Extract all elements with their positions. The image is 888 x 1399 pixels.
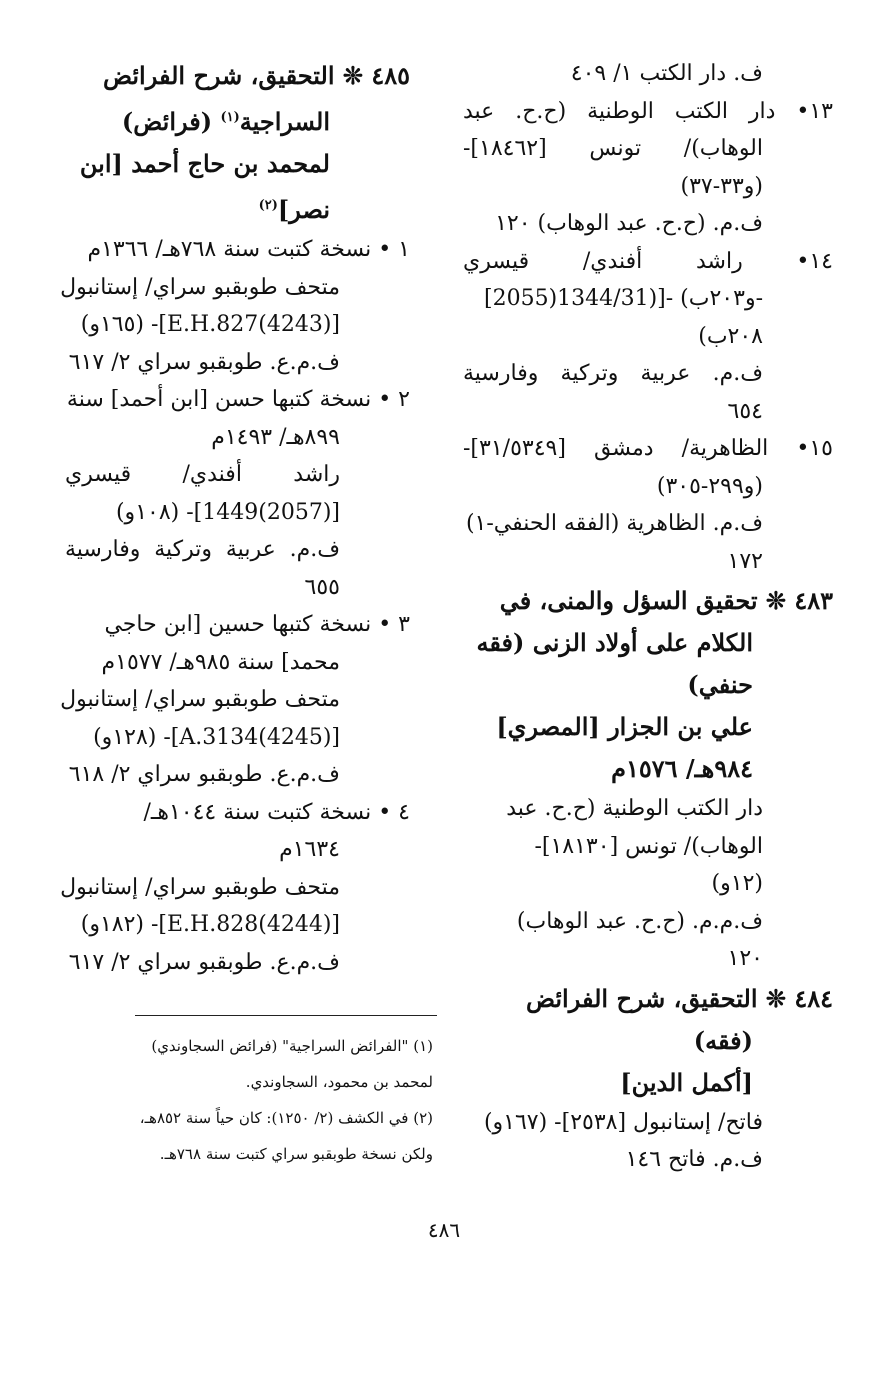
text-line: ٦٥٥	[304, 574, 340, 600]
footnotes	[103, 1028, 433, 1172]
entry-14: ١٤• راشد أفندي/ قيسري	[463, 248, 833, 274]
text-line: ٨٩٩هـ/ ١٤٩٣م	[211, 424, 340, 450]
entry-author-text: نصر]	[277, 195, 330, 224]
footnote-1: (١) "الفرائض السراجية" (فرائض السجاوندي)	[151, 1037, 433, 1055]
entry-subject: (فرائض)	[121, 107, 221, 136]
copy-2: ٢ • نسخة كتبها حسن [ابن أحمد] سنة	[66, 387, 410, 412]
footnote-divider	[135, 1015, 437, 1016]
copy-4: ٤ • نسخة كتبت سنة ١٠٤٤هـ/	[143, 799, 410, 825]
entry-heading-484: ٤٨٤ ❊ التحقيق، شرح الفرائض	[525, 983, 833, 1013]
text-line: (و٢٩٩-٣٠٥)	[656, 473, 763, 499]
text-line: [(4244)E.H.828]- (١٨٢و)	[80, 912, 340, 937]
entry-title: (فقه)	[693, 1025, 753, 1055]
text-line: ١٢٠	[727, 946, 763, 971]
footnote-2-cont: ولكن نسخة طوبقبو سراي كتبت سنة ٧٦٨هـ.	[159, 1145, 433, 1163]
entry-title: حنفي)	[687, 670, 753, 699]
text-line: متحف طوبقبو سراي/ إستانبول	[60, 687, 340, 712]
text-line: ٢٠٨ب)	[698, 323, 763, 349]
text-line: ف.م.ع. طوبقبو سراي ٢/ ٦١٨	[68, 762, 340, 787]
footnote-ref: (١)	[220, 110, 240, 125]
page-number: ٤٨٦	[427, 1218, 461, 1242]
text-line: محمد] سنة ٩٨٥هـ/ ١٥٧٧م	[101, 649, 340, 675]
entry-author: [أكمل الدين]	[620, 1067, 753, 1097]
text-line: راشد أفندي/ قيسري	[65, 462, 340, 487]
text-line: [(2057)1449]- (١٠٨و)	[115, 499, 340, 525]
entry-13: ١٣• دار الكتب الوطنية (ح.ح. عبد	[463, 98, 833, 124]
entry-author	[65, 185, 410, 231]
text-line: ١٦٣٤م	[279, 837, 340, 862]
entry-author: علي بن الجزار [المصري]	[496, 712, 753, 741]
entry-date: ٩٨٤هـ/ ١٥٧٦م	[611, 754, 753, 783]
entry-15: ١٥• الظاهرية/ دمشق [٣١/٥٣٤٩]-	[463, 436, 833, 461]
copy-3: ٣ • نسخة كتبها حسين [ابن حاجي	[104, 612, 410, 637]
entry-heading-483: ٤٨٣ ❊ تحقيق السؤل والمنى، في	[499, 586, 833, 615]
text-line: ف.م. فاتح ١٤٦	[625, 1147, 763, 1172]
text-line: (و٣٣-٣٧)	[680, 173, 763, 199]
footnote-2: (٢) في الكشف (٢/ ١٢٥٠): كان حياً سنة ٨٥٢هـ،	[139, 1109, 433, 1127]
footnote-ref: (٢)	[258, 198, 278, 213]
text-line: ف.م. عربية وتركية وفارسية	[65, 537, 340, 562]
text-line: ٦٥٤	[727, 398, 763, 424]
text-line: ف.م.م. (ح.ح. عبد الوهاب)	[516, 908, 763, 934]
entry-author: لمحمد بن حاج أحمد [ابن	[79, 149, 330, 178]
footnote-1-cont: لمحمد بن محمود، السجاوندي.	[245, 1073, 433, 1091]
text-line: [(4245)A.3134]- (١٢٨و)	[93, 724, 340, 750]
entry-heading-485: ٤٨٥ ❊ التحقيق، شرح الفرائض	[102, 61, 410, 90]
text-line: ف.م.ع. طوبقبو سراي ٢/ ٦١٧	[68, 949, 340, 975]
text-line: ف. دار الكتب ١/ ٤٠٩	[570, 61, 763, 86]
text-line: ف.م. الظاهرية (الفقه الحنفي-١)	[465, 511, 763, 536]
text-line: ف.م.ع. طوبقبو سراي ٢/ ٦١٧	[68, 349, 340, 375]
text-line: ف.م. (ح.ح. عبد الوهاب) ١٢٠	[495, 211, 763, 236]
entry-title	[65, 97, 410, 143]
text-line: (١٢و)	[711, 871, 763, 896]
text-line: فاتح/ إستانبول [٢٥٣٨]- (١٦٧و)	[483, 1109, 763, 1135]
text-line: الوهاب)/ تونس [١٨١٣٠]-	[534, 833, 763, 859]
right-column	[463, 55, 833, 1179]
text-line: الوهاب)/ تونس [١٨٤٦٢]-	[463, 136, 763, 161]
entry-title: الكلام على أولاد الزنى (فقه	[476, 628, 753, 657]
text-line: ١٧٢	[727, 548, 763, 574]
entry-title-text: السراجية	[239, 107, 330, 136]
copy-1: ١ • نسخة كتبت سنة ٧٦٨هـ/ ١٣٦٦م	[87, 237, 410, 262]
text-line: دار الكتب الوطنية (ح.ح. عبد	[506, 796, 763, 821]
text-line: [(4243)E.H.827]- (١٦٥و)	[80, 312, 340, 337]
text-line: متحف طوبقبو سراي/ إستانبول	[60, 874, 340, 900]
text-line: ف.م. عربية وتركية وفارسية	[463, 361, 763, 386]
text-line: [2055)1344/31)]- (و٢٠٣ب-	[484, 286, 763, 311]
left-column	[60, 55, 410, 981]
text-line: متحف طوبقبو سراي/ إستانبول	[60, 274, 340, 300]
